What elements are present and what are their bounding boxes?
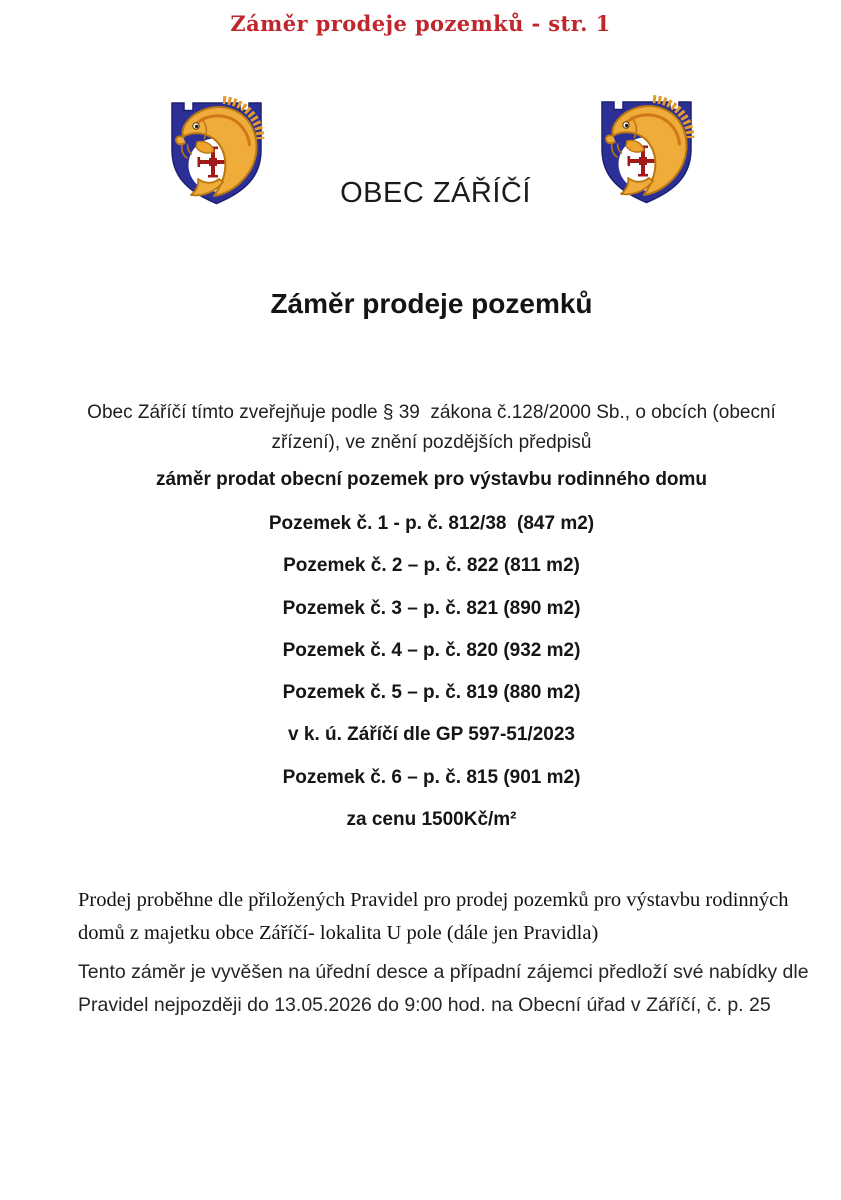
listing-line-plot-4: Pozemek č. 4 – p. č. 820 (932 m2) <box>282 639 581 661</box>
page-title: Záměr prodeje pozemků - str. 1 <box>230 11 611 36</box>
document-title: Záměr prodeje pozemků <box>270 288 593 319</box>
listing-line-plot-3: Pozemek č. 3 – p. č. 821 (890 m2) <box>282 597 581 619</box>
rules-line-1: Prodej proběhne dle přiložených Pravidel pro prodej pozemků pro výstavbu rodinných <box>78 889 789 911</box>
rules-line-2: domů z majetku obce Záříčí- lokalita U pole (dále jen Pravidla) <box>78 921 599 944</box>
rules-paragraph <box>78 884 789 949</box>
listing-line-plot-6: Pozemek č. 6 – p. č. 815 (901 m2) <box>282 766 581 788</box>
notice-line-1: Tento záměr je vyvěšen na úřední desce a případní zájemci předloží své nabídky dle <box>78 961 809 983</box>
notice-paragraph <box>78 956 809 1022</box>
intro-line-1: Obec Záříčí tímto zveřejňuje podle § 39 zákona č.128/2000 Sb., o obcích (obecní <box>87 402 776 423</box>
listing-line-plot-2: Pozemek č. 2 – p. č. 822 (811 m2) <box>283 555 580 577</box>
listing-line-plot-5: Pozemek č. 5 – p. č. 819 (880 m2) <box>282 682 581 704</box>
plot-listing <box>22 503 841 841</box>
listing-line-price: za cenu 1500Kč/m² <box>346 809 517 831</box>
offer-heading: záměr prodat obecní pozemek pro výstavbu rodinného domu <box>155 469 708 490</box>
intro-paragraph <box>22 398 841 458</box>
municipality-name: OBEC ZÁŘÍČÍ <box>340 177 531 209</box>
notice-line-2: Pravidel nejpozději do 13.05.2026 do 9:00 hod. na Obecní úřad v Záříčí, č. p. 25 <box>78 994 771 1016</box>
intro-line-2: zřízení), ve znění pozdějších předpisů <box>271 432 592 453</box>
listing-line-cadastre: v k. ú. Záříčí dle GP 597-51/2023 <box>288 724 575 746</box>
listing-line-plot-1: Pozemek č. 1 - p. č. 812/38 (847 m2) <box>268 513 595 534</box>
